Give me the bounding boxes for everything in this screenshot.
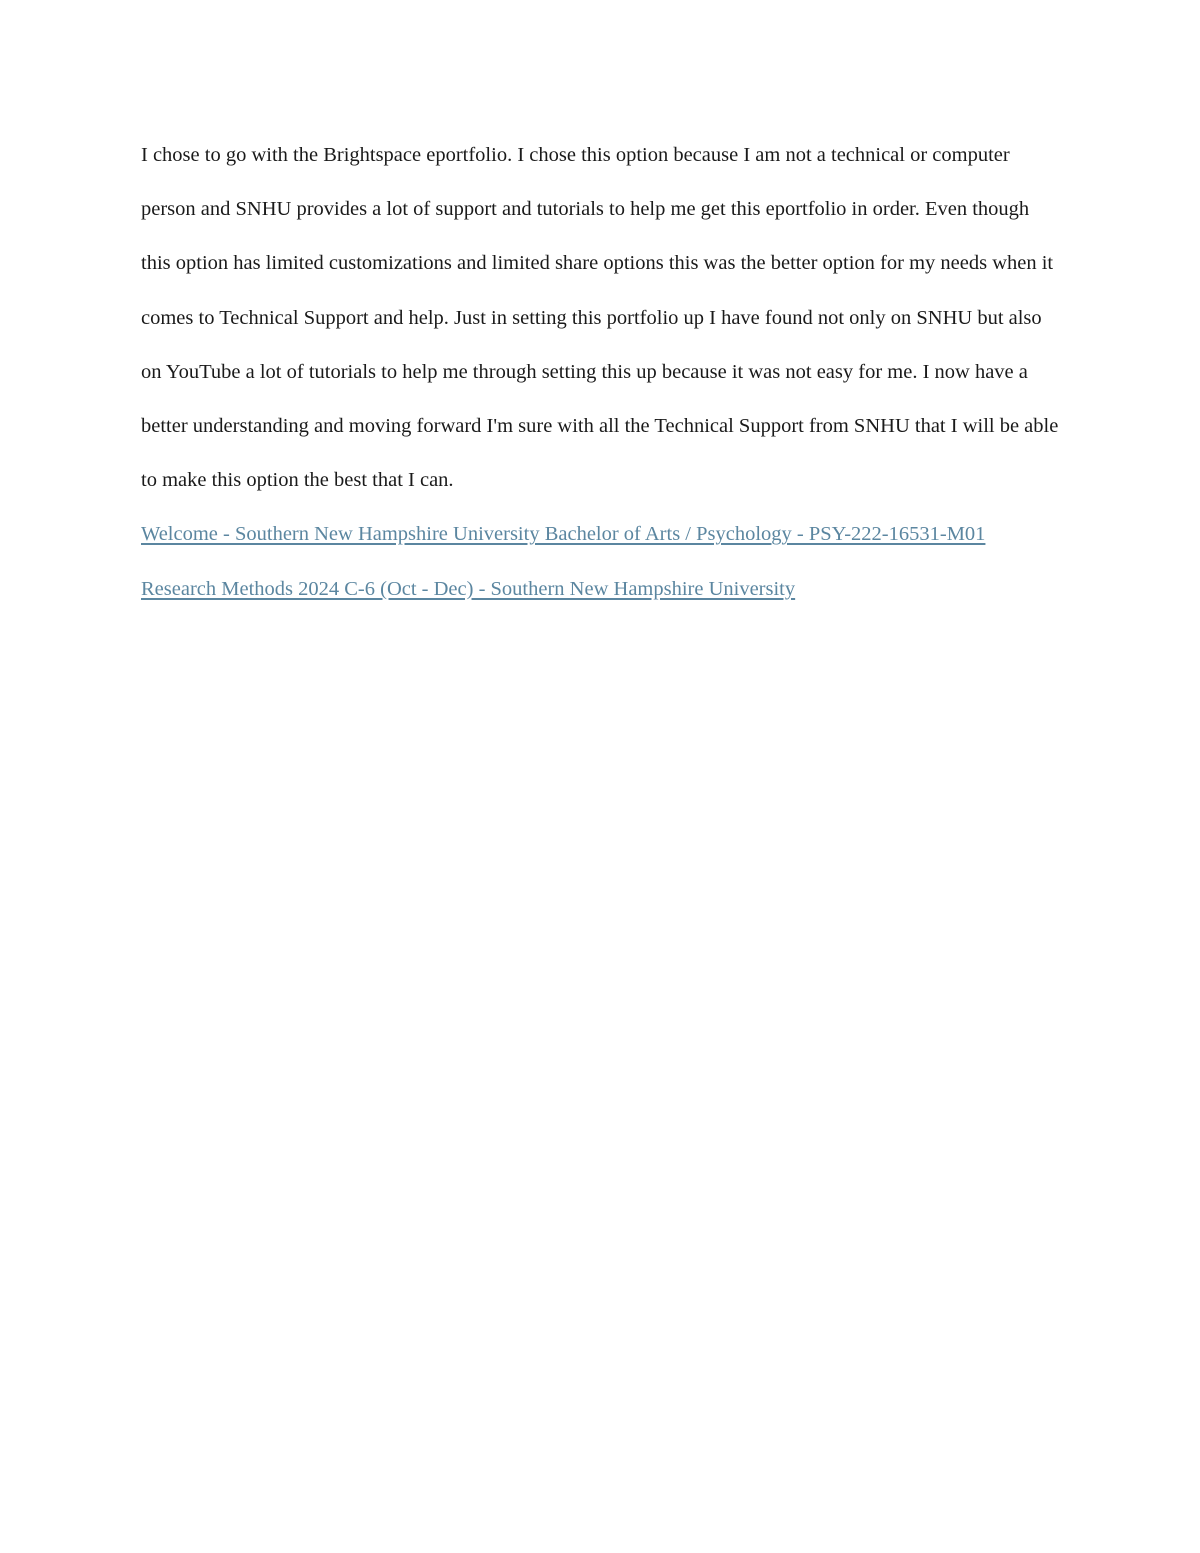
eportfolio-reflection-paragraph: I chose to go with the Brightspace eportfolio. I chose this option because I am not a technical or computer person and SNHU provides a lot of support and tutorials to help me get this eportfolio in order. Even though this option has limited customizations and limited share options this was the better option for my needs when it comes to Technical Support and help. Just in setting this portfolio up I have found not only on SNHU but also on YouTube a lot of tutorials to help me through setting this up because it was not easy for me. I now have a better understanding and moving forward I'm sure with all the Technical Support from SNHU that I will be able to make this option the best that I can. [141, 144, 1059, 492]
document-body [141, 128, 1061, 616]
course-welcome-link[interactable]: Welcome - Southern New Hampshire University Bachelor of Arts / Psychology - PSY-222-16531-M01 Research Methods 2024 C-6 (Oct - Dec) - Southern New Hampshire University [141, 523, 986, 600]
